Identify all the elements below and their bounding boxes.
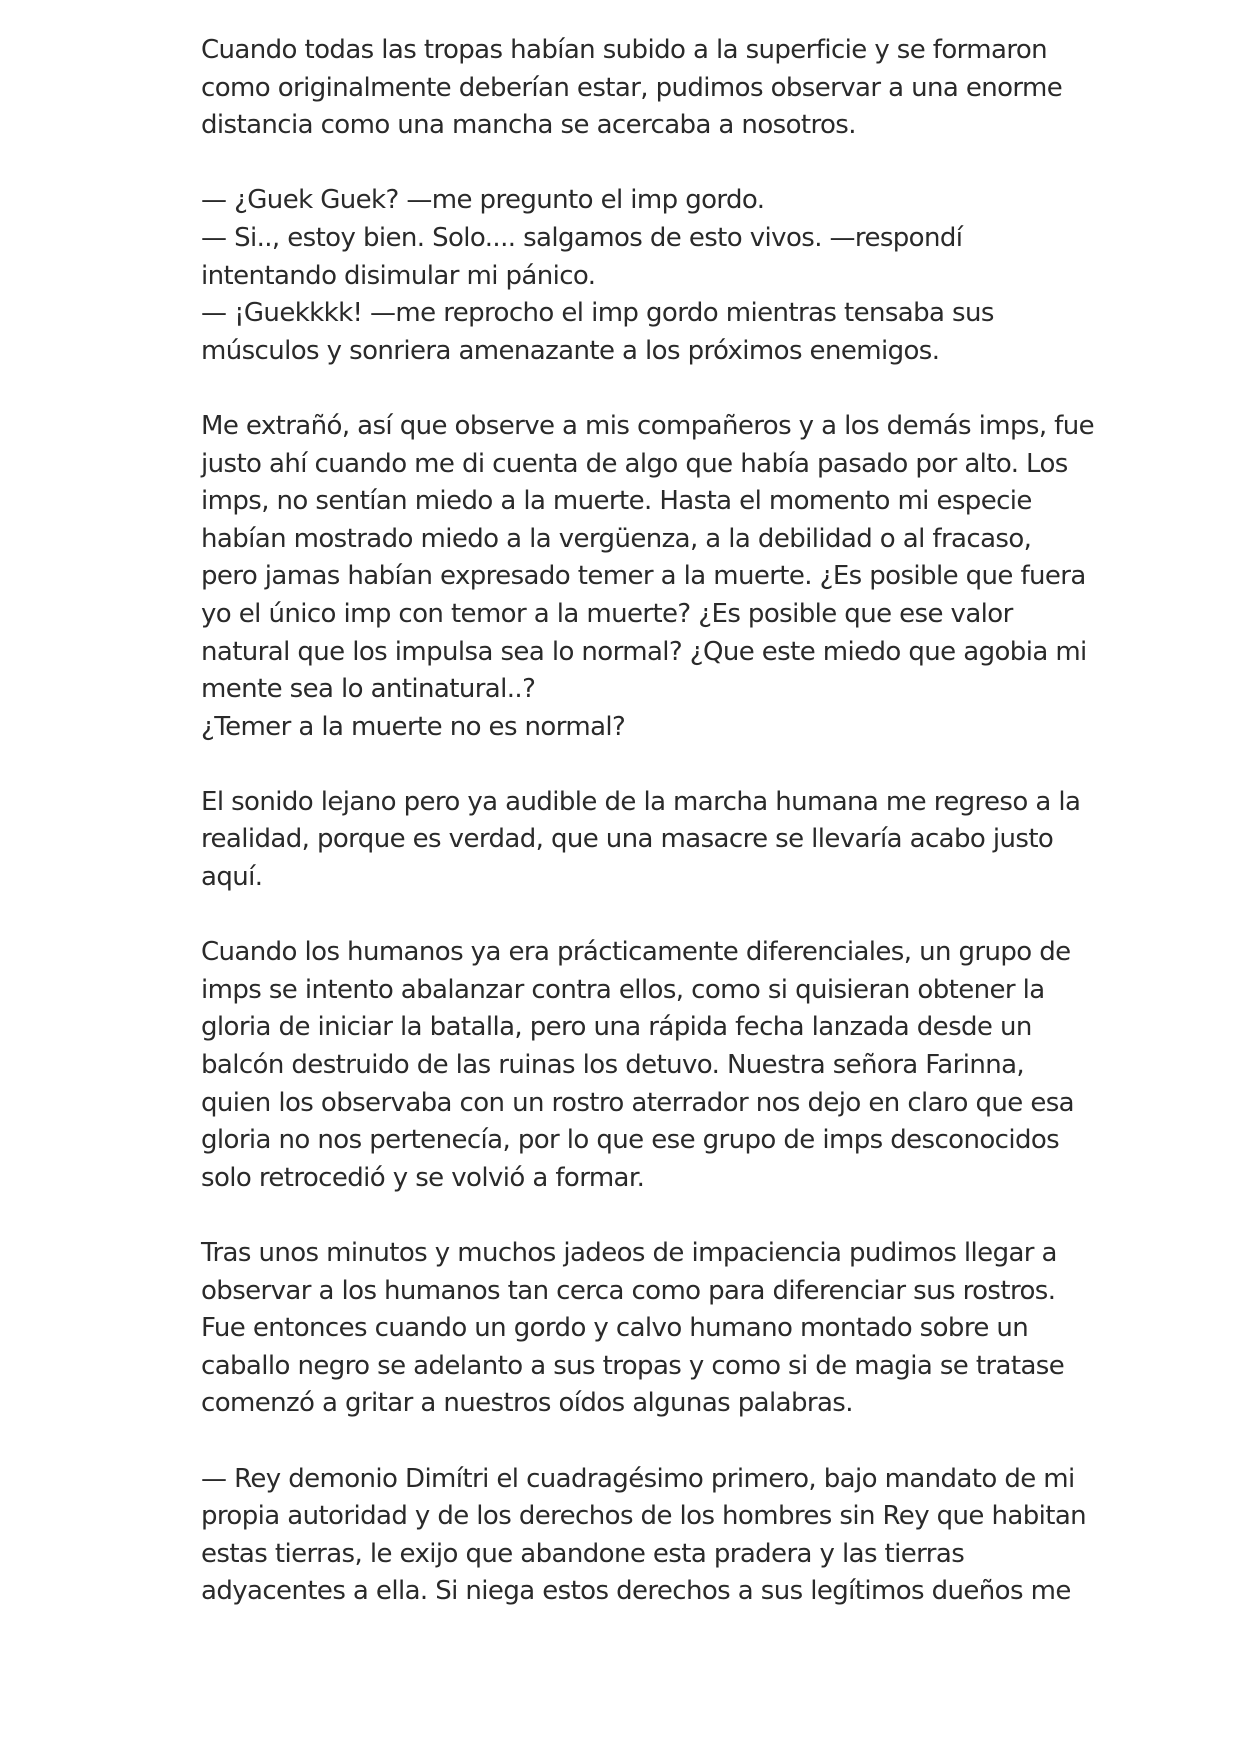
text-line: Cuando todas las tropas habían subido a la superficie y se formaron [201,35,1048,65]
text-line: balcón destruido de las ruinas los detuvo. Nuestra señora Farinna, [201,1050,1025,1081]
paragraph-1 [201,32,1061,145]
paragraph-3 [201,408,1095,746]
text-line: imps se intento abalanzar contra ellos, como si quisieran obtener la [201,974,1045,1005]
text-line: como originalmente deberían estar, pudimos observar a una enorme [201,72,1063,103]
paragraph-6 [201,1235,1065,1423]
text-line: distancia como una mancha se acercaba a nosotros. [201,110,856,141]
text-line: habían mostrado miedo a la vergüenza, a la debilidad o al fracaso, [201,523,1032,554]
text-line: imps, no sentían miedo a la muerte. Hasta el momento mi especie [201,486,1032,517]
text-line: intentando disimular mi pánico. [201,260,596,291]
text-line: — ¿Guek Guek? —me pregunto el imp gordo. [201,185,765,216]
text-line: caballo negro se adelanto a sus tropas y como si de magia se tratase [201,1350,1065,1381]
text-line: Cuando los humanos ya era prácticamente diferenciales, un grupo de [201,937,1071,968]
text-line: Me extrañó, así que observe a mis compañeros y a los demás imps, fue [201,410,1095,441]
text-line: El sonido lejano pero ya audible de la marcha humana me regreso a la [201,786,1081,817]
text-line: justo ahí cuando me di cuenta de algo que había pasado por alto. Los [201,448,1068,479]
text-line: — Rey demonio Dimítri el cuadragésimo primero, bajo mandato de mi [201,1463,1075,1494]
text-line: Tras unos minutos y muchos jadeos de impaciencia pudimos llegar a [201,1238,1057,1268]
text-line: estas tierras, le exijo que abandone esta pradera y las tierras [201,1538,965,1569]
paragraph-4 [201,784,1081,897]
body-text [201,32,1095,1649]
text-line: músculos y sonriera amenazante a los próximos enemigos. [201,335,940,366]
text-line: — ¡Guekkkk! —me reprocho el imp gordo mientras tensaba sus [201,298,994,329]
paragraph-5 [201,934,1075,1197]
text-line: aquí. [201,862,263,893]
text-line: observar a los humanos tan cerca como para diferenciar sus rostros. [201,1275,1056,1306]
text-line: Fue entonces cuando un gordo y calvo humano montado sobre un [201,1313,1029,1344]
text-line: adyacentes a ella. Si niega estos derechos a sus legítimos dueños me [201,1576,1071,1607]
text-line: gloria no nos pertenecía, por lo que ese grupo de imps desconocidos [201,1125,1060,1156]
text-line: comenzó a gritar a nuestros oídos algunas palabras. [201,1388,853,1419]
text-line: propia autoridad y de los derechos de los hombres sin Rey que habitan [201,1501,1087,1532]
text-line: natural que los impulsa sea lo normal? ¿Que este miedo que agobia mi [201,636,1087,667]
paragraph-7 [201,1461,1087,1611]
text-line: quien los observaba con un rostro aterrador nos dejo en claro que esa [201,1087,1075,1118]
paragraph-2 [201,182,1061,370]
text-line: solo retrocedió y se volvió a formar. [201,1162,645,1193]
text-line: mente sea lo antinatural..? [201,674,536,705]
text-line: — Si.., estoy bien. Solo.... salgamos de esto vivos. —respondí [201,222,963,253]
text-line: realidad, porque es verdad, que una masacre se llevaría acabo justo [201,824,1054,855]
text-line: ¿Temer a la muerte no es normal? [201,711,626,742]
text-line: pero jamas habían expresado temer a la muerte. ¿Es posible que fuera [201,561,1086,592]
text-line: yo el único imp con temor a la muerte? ¿Es posible que ese valor [201,598,1013,629]
text-line: gloria de iniciar la batalla, pero una rápida fecha lanzada desde un [201,1012,1032,1043]
